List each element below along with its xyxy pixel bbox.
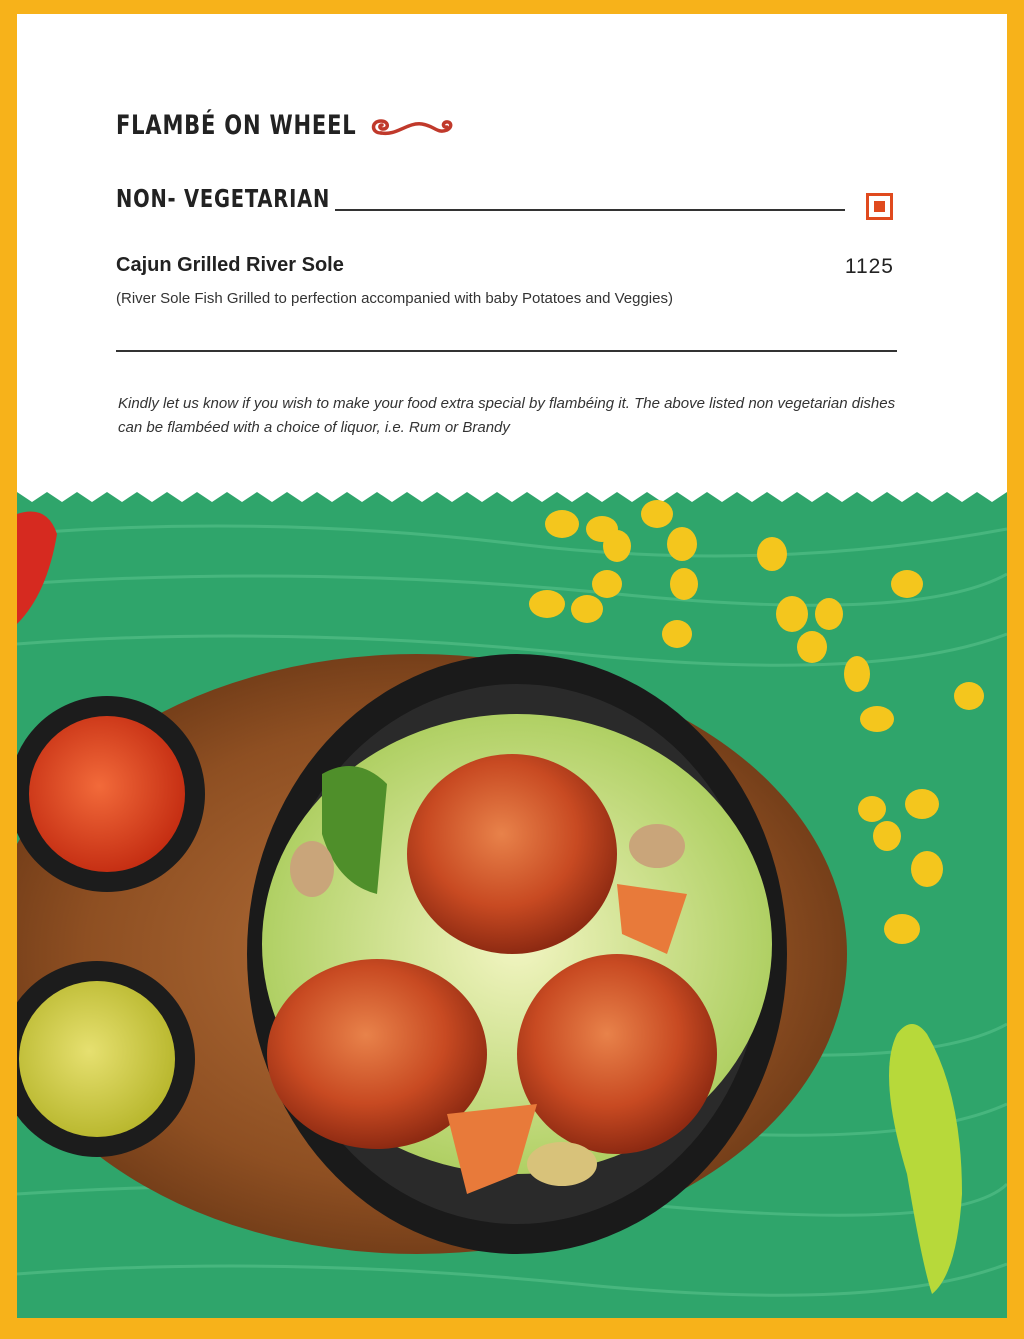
item-divider	[116, 350, 897, 352]
section-heading: NON- VEGETARIAN	[116, 184, 331, 213]
flambe-note: Kindly let us know if you wish to make your food extra special by flambéing it. The above listed non vegetarian dishes can be flambéed with a choice of liquor, i.e. Rum or Brandy	[118, 395, 896, 436]
non-veg-symbol-icon	[866, 193, 893, 220]
menu-item-name: Cajun Grilled River Sole	[116, 254, 344, 276]
section-divider	[335, 209, 845, 211]
menu-page	[17, 14, 1007, 1318]
menu-item-price: 1125	[844, 255, 894, 278]
swirl-ornament-icon	[367, 112, 457, 142]
dish-photo	[17, 474, 1007, 1318]
menu-item-description: (River Sole Fish Grilled to perfection accompanied with baby Potatoes and Veggies)	[116, 290, 673, 307]
menu-heading: FLAMBÉ ON WHEEL	[116, 110, 357, 141]
